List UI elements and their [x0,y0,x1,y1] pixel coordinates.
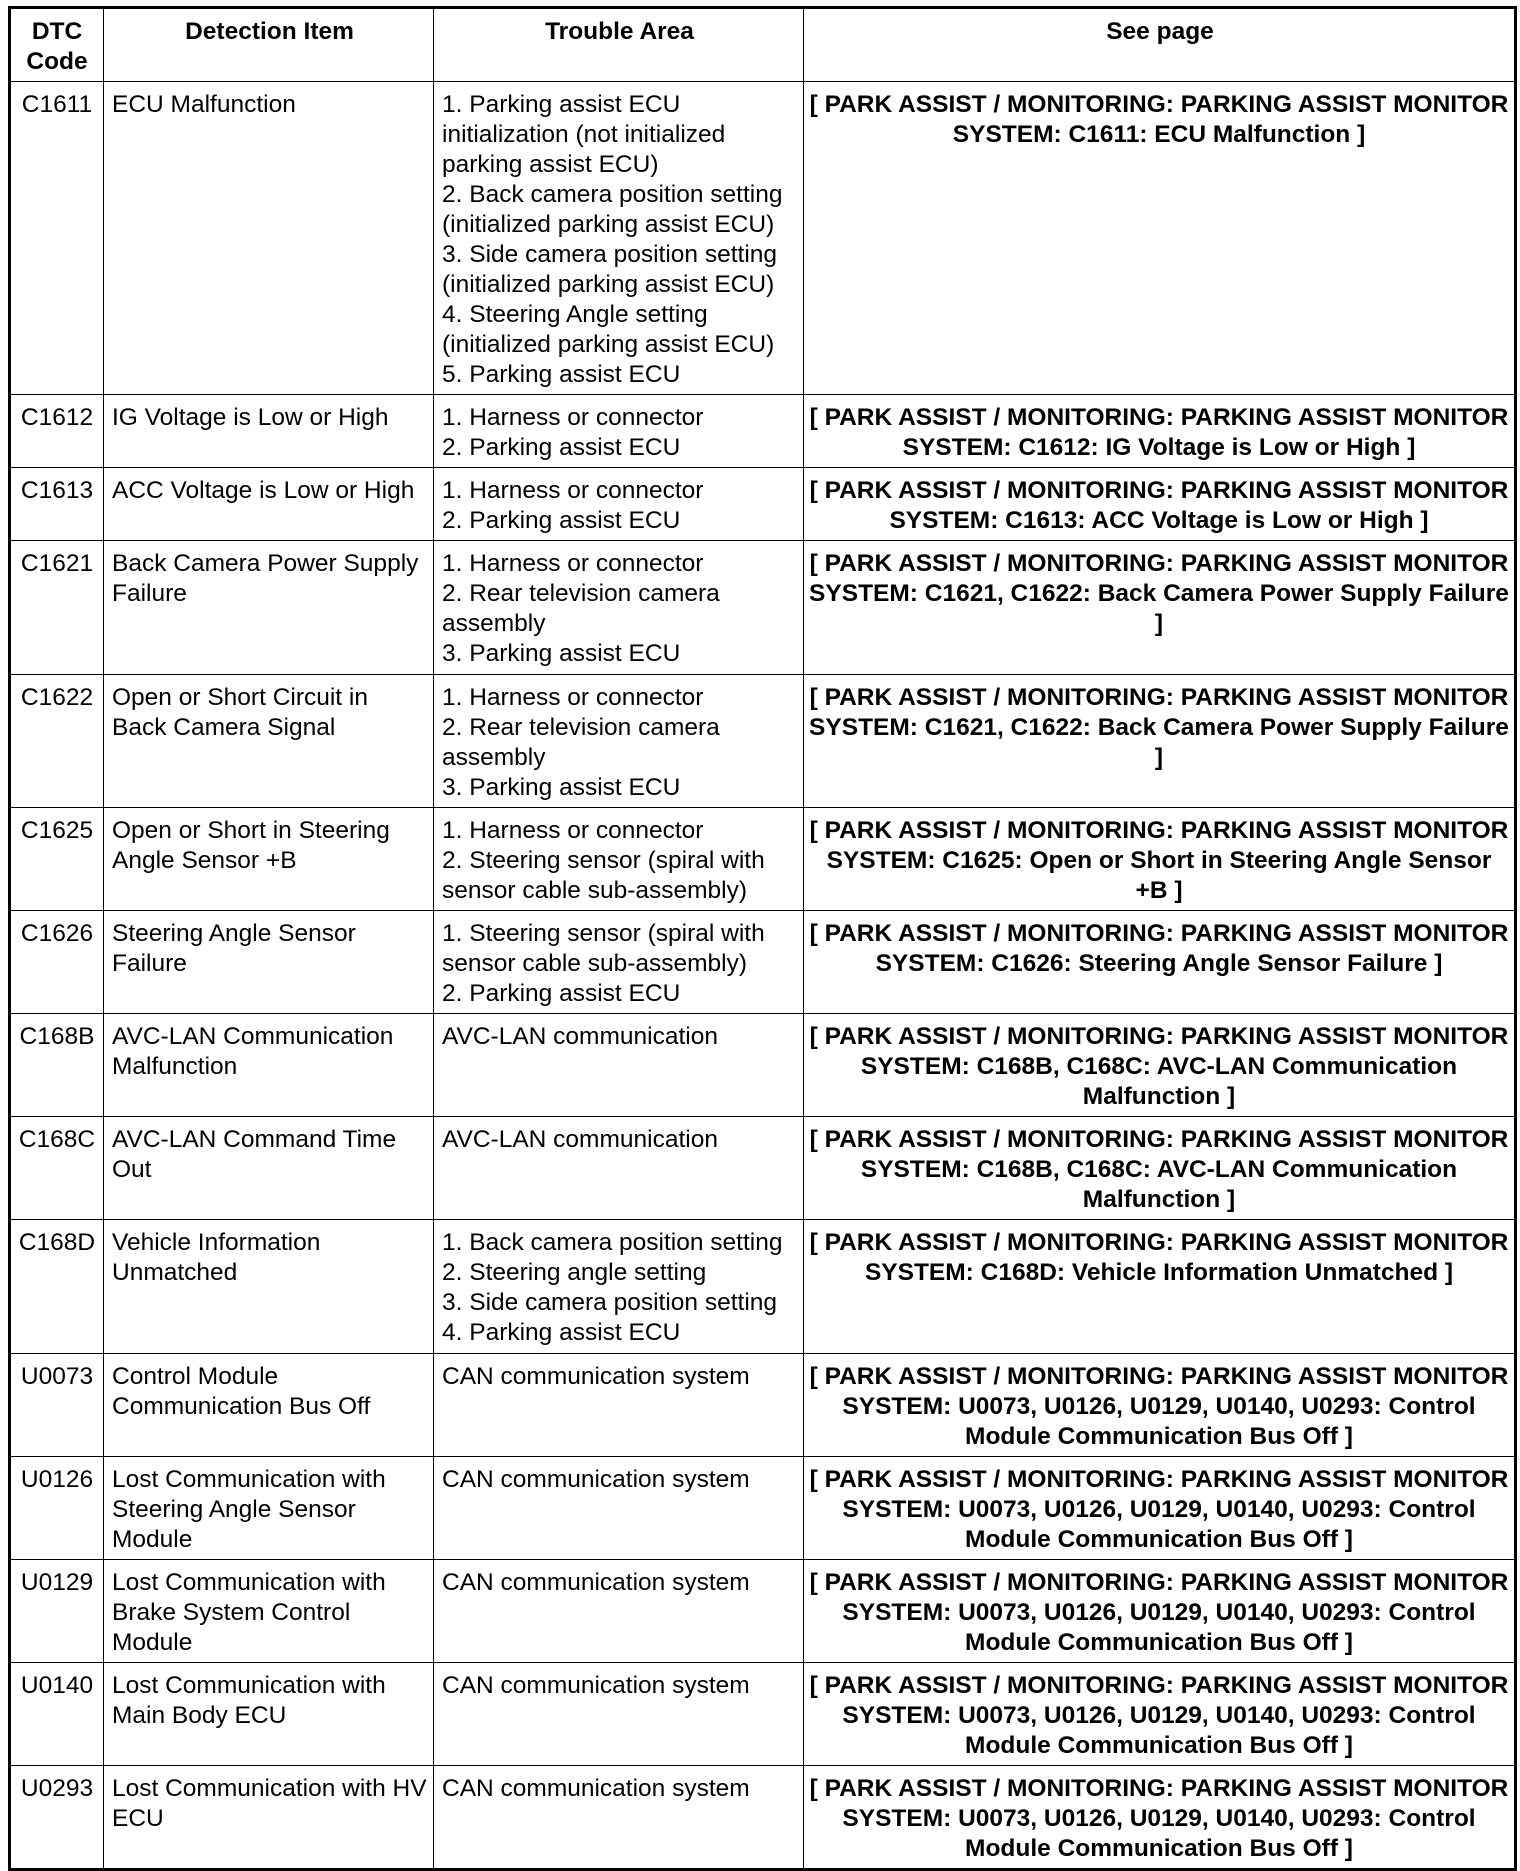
trouble-area-line: 4. Steering Angle setting (initialized parking assist ECU) [442,301,775,358]
trouble-area-line: 1. Harness or connector [442,477,704,504]
dtc-table [8,6,1517,1871]
trouble-area-line: 5. Parking assist ECU [442,361,681,388]
trouble-area-cell [434,1663,804,1766]
table-row [10,1560,1516,1663]
table-row [10,1220,1516,1354]
detection-item-cell: IG Voltage is Low or High [104,395,434,468]
dtc-code-cell: C1625 [10,808,104,911]
header-detection-item: Detection Item [104,8,434,82]
table-row [10,468,1516,541]
see-page-link[interactable]: [ PARK ASSIST / MONITORING: PARKING ASSIST MONITOR SYSTEM: U0073, U0126, U0129, U0140, U0293: Control Module Communication Bus Off ] [804,1560,1516,1663]
trouble-area-line: 2. Parking assist ECU [442,980,681,1007]
trouble-area-line: CAN communication system [442,1775,750,1802]
trouble-area-line: CAN communication system [442,1363,750,1390]
see-page-link[interactable]: [ PARK ASSIST / MONITORING: PARKING ASSIST MONITOR SYSTEM: C1626: Steering Angle Sensor Failure ] [804,911,1516,1014]
header-row [10,8,1516,82]
see-page-link[interactable]: [ PARK ASSIST / MONITORING: PARKING ASSIST MONITOR SYSTEM: C1621, C1622: Back Camera Power Supply Failure ] [804,541,1516,675]
header-trouble-area: Trouble Area [434,8,804,82]
table-row [10,808,1516,911]
trouble-area-line: 1. Harness or connector [442,684,704,711]
detection-item-cell: Open or Short Circuit in Back Camera Signal [104,675,434,808]
detection-item-cell: Open or Short in Steering Angle Sensor +B [104,808,434,911]
dtc-code-cell: U0140 [10,1663,104,1766]
trouble-area-line: CAN communication system [442,1466,750,1493]
see-page-link[interactable]: [ PARK ASSIST / MONITORING: PARKING ASSIST MONITOR SYSTEM: U0073, U0126, U0129, U0140, U0293: Control Module Communication Bus Off ] [804,1766,1516,1870]
detection-item-cell: Vehicle Information Unmatched [104,1220,434,1354]
trouble-area-cell [434,82,804,395]
dtc-code-cell: C1622 [10,675,104,808]
trouble-area-cell [434,911,804,1014]
dtc-code-cell: C1613 [10,468,104,541]
trouble-area-cell [434,808,804,911]
trouble-area-line: 2. Rear television camera assembly [442,714,720,771]
dtc-code-cell: C1611 [10,82,104,395]
dtc-code-cell: U0129 [10,1560,104,1663]
dtc-code-cell: C168D [10,1220,104,1354]
dtc-code-cell: C168C [10,1117,104,1220]
trouble-area-line: CAN communication system [442,1672,750,1699]
trouble-area-line: AVC-LAN communication [442,1126,718,1153]
table-body [10,82,1516,1870]
dtc-code-cell: U0073 [10,1354,104,1457]
trouble-area-cell [434,1354,804,1457]
trouble-area-line: 2. Parking assist ECU [442,434,681,461]
header-dtc-code: DTC Code [10,8,104,82]
trouble-area-line: 2. Parking assist ECU [442,507,681,534]
trouble-area-line: 2. Rear television camera assembly [442,580,720,637]
trouble-area-line: 3. Side camera position setting (initialized parking assist ECU) [442,241,778,298]
table-row [10,541,1516,675]
trouble-area-cell [434,675,804,808]
trouble-area-cell [434,1457,804,1560]
table-row [10,1457,1516,1560]
trouble-area-line: 1. Harness or connector [442,404,704,431]
detection-item-cell: ACC Voltage is Low or High [104,468,434,541]
see-page-link[interactable]: [ PARK ASSIST / MONITORING: PARKING ASSIST MONITOR SYSTEM: U0073, U0126, U0129, U0140, U0293: Control Module Communication Bus Off ] [804,1663,1516,1766]
trouble-area-cell [434,1766,804,1870]
table-row [10,1014,1516,1117]
trouble-area-line: 1. Back camera position setting [442,1229,783,1256]
detection-item-cell: Lost Communication with Main Body ECU [104,1663,434,1766]
table-header [10,8,1516,82]
table-row [10,1117,1516,1220]
detection-item-cell: AVC-LAN Communication Malfunction [104,1014,434,1117]
trouble-area-line: AVC-LAN communication [442,1023,718,1050]
trouble-area-cell [434,541,804,675]
see-page-link[interactable]: [ PARK ASSIST / MONITORING: PARKING ASSIST MONITOR SYSTEM: C168D: Vehicle Information Unmatched ] [804,1220,1516,1354]
trouble-area-line: 3. Parking assist ECU [442,640,681,667]
dtc-code-cell: C1621 [10,541,104,675]
detection-item-cell: Lost Communication with HV ECU [104,1766,434,1870]
dtc-code-cell: U0293 [10,1766,104,1870]
trouble-area-line: 2. Steering sensor (spiral with sensor cable sub-assembly) [442,847,765,904]
detection-item-cell: ECU Malfunction [104,82,434,395]
see-page-link[interactable]: [ PARK ASSIST / MONITORING: PARKING ASSIST MONITOR SYSTEM: C1613: ACC Voltage is Low or High ] [804,468,1516,541]
dtc-code-cell: U0126 [10,1457,104,1560]
dtc-code-cell: C1612 [10,395,104,468]
trouble-area-line: 1. Steering sensor (spiral with sensor cable sub-assembly) [442,920,765,977]
trouble-area-cell [434,468,804,541]
table-row [10,82,1516,395]
trouble-area-line: 3. Side camera position setting [442,1289,778,1316]
detection-item-cell: Lost Communication with Steering Angle Sensor Module [104,1457,434,1560]
trouble-area-line: 2. Steering angle setting [442,1259,707,1286]
trouble-area-line: 3. Parking assist ECU [442,774,681,801]
detection-item-cell: Control Module Communication Bus Off [104,1354,434,1457]
table-row [10,1663,1516,1766]
trouble-area-cell [434,1117,804,1220]
trouble-area-cell [434,1220,804,1354]
see-page-link[interactable]: [ PARK ASSIST / MONITORING: PARKING ASSIST MONITOR SYSTEM: C1625: Open or Short in Steering Angle Sensor +B ] [804,808,1516,911]
trouble-area-line: 1. Parking assist ECU initialization (not initialized parking assist ECU) [442,91,726,178]
dtc-code-cell: C1626 [10,911,104,1014]
trouble-area-line: 2. Back camera position setting (initialized parking assist ECU) [442,181,783,238]
see-page-link[interactable]: [ PARK ASSIST / MONITORING: PARKING ASSIST MONITOR SYSTEM: C1621, C1622: Back Camera Power Supply Failure ] [804,675,1516,808]
dtc-code-cell: C168B [10,1014,104,1117]
see-page-link[interactable]: [ PARK ASSIST / MONITORING: PARKING ASSIST MONITOR SYSTEM: C1612: IG Voltage is Low or High ] [804,395,1516,468]
trouble-area-cell [434,395,804,468]
see-page-link[interactable]: [ PARK ASSIST / MONITORING: PARKING ASSIST MONITOR SYSTEM: U0073, U0126, U0129, U0140, U0293: Control Module Communication Bus Off ] [804,1354,1516,1457]
detection-item-cell: Lost Communication with Brake System Control Module [104,1560,434,1663]
table-row [10,1766,1516,1870]
detection-item-cell: AVC-LAN Command Time Out [104,1117,434,1220]
see-page-link[interactable]: [ PARK ASSIST / MONITORING: PARKING ASSIST MONITOR SYSTEM: C168B, C168C: AVC-LAN Communication Malfunction ] [804,1014,1516,1117]
table-row [10,675,1516,808]
trouble-area-cell [434,1560,804,1663]
trouble-area-line: 1. Harness or connector [442,817,704,844]
table-row [10,1354,1516,1457]
detection-item-cell: Back Camera Power Supply Failure [104,541,434,675]
trouble-area-cell [434,1014,804,1117]
detection-item-cell: Steering Angle Sensor Failure [104,911,434,1014]
trouble-area-line: CAN communication system [442,1569,750,1596]
see-page-link[interactable]: [ PARK ASSIST / MONITORING: PARKING ASSIST MONITOR SYSTEM: C168B, C168C: AVC-LAN Communication Malfunction ] [804,1117,1516,1220]
trouble-area-line: 1. Harness or connector [442,550,704,577]
table-row [10,911,1516,1014]
table-row [10,395,1516,468]
see-page-link[interactable]: [ PARK ASSIST / MONITORING: PARKING ASSIST MONITOR SYSTEM: C1611: ECU Malfunction ] [804,82,1516,395]
header-see-page: See page [804,8,1516,82]
see-page-link[interactable]: [ PARK ASSIST / MONITORING: PARKING ASSIST MONITOR SYSTEM: U0073, U0126, U0129, U0140, U0293: Control Module Communication Bus Off ] [804,1457,1516,1560]
trouble-area-line: 4. Parking assist ECU [442,1319,681,1346]
